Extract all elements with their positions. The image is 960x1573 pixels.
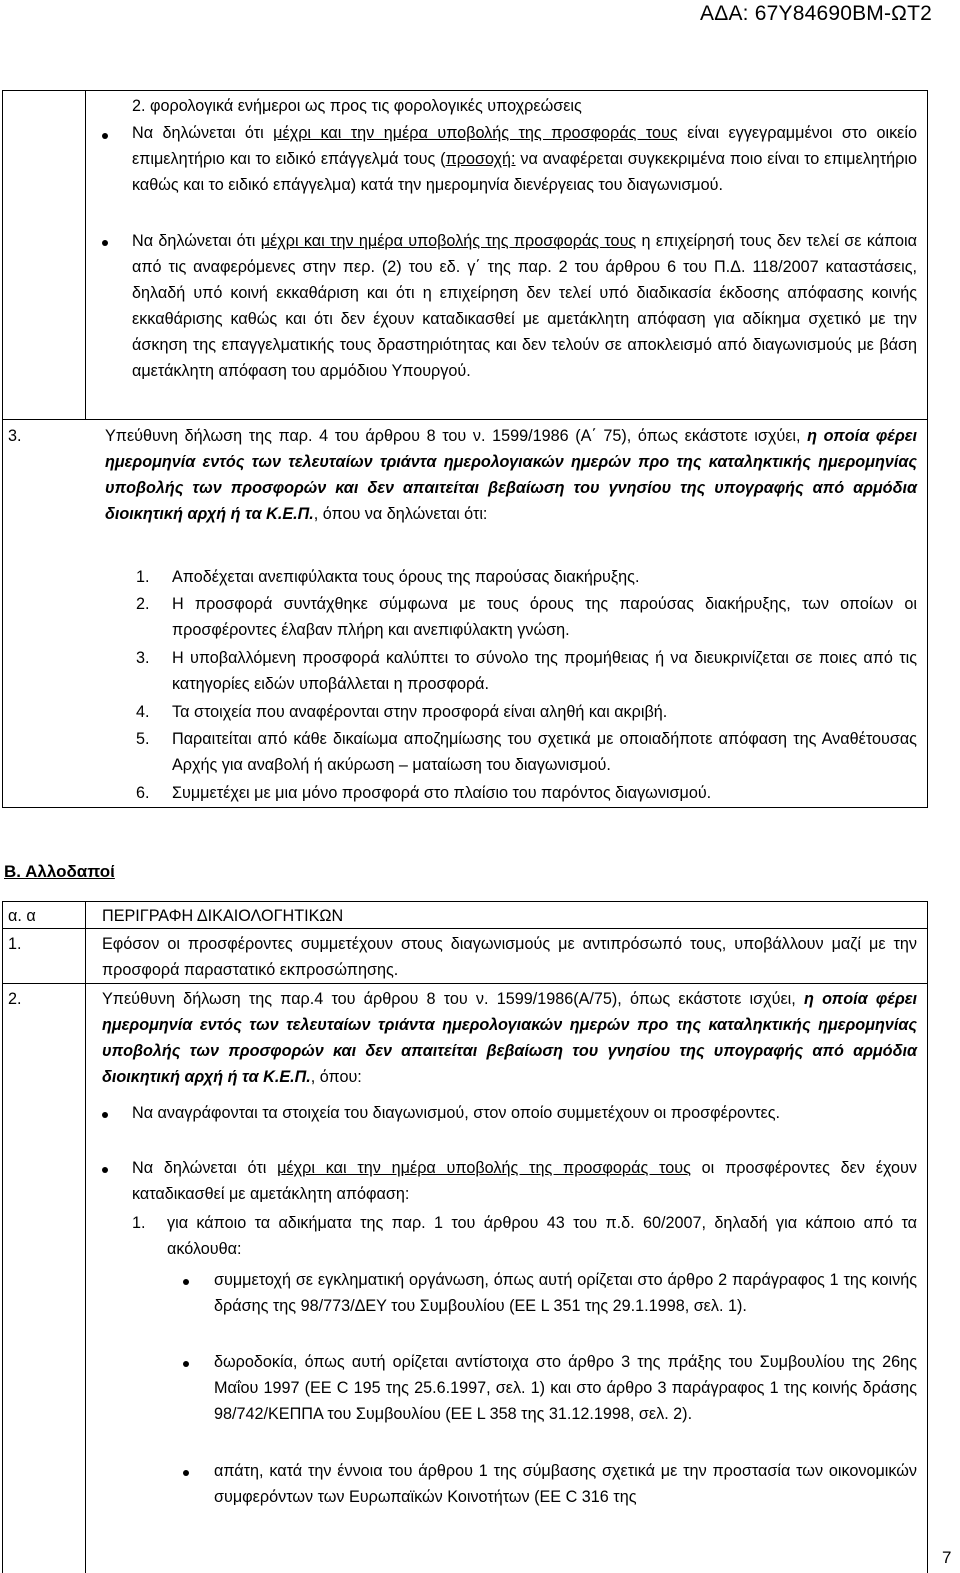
sub-item-offences: για κάποιο τα αδικήματα της παρ. 1 του άρθρου 43 του π.δ. 60/2007, δηλαδή για κάποιο από τα ακόλουθα: (167, 1214, 917, 1258)
bottom-table-col-divider (85, 901, 86, 1573)
bullet-no-conviction: Να δηλώνεται ότι μέχρι και την ημέρα υποβολής της προσφοράς τους οι προσφέροντες δεν έχουν καταδικασθεί με αμετάκλητη απόφαση: (132, 1159, 917, 1203)
row-1-number: 1. (8, 935, 22, 953)
bullet-icon (102, 133, 108, 139)
top-table-row-divider (2, 419, 928, 420)
bullet-icon (102, 1167, 108, 1173)
bottom-table-border-left (2, 901, 3, 1573)
list-item: Παραιτείται από κάθε δικαίωμα αποζημίωσης του σχετικά με οποιαδήποτε απόφαση της Αναθέτουσας Αρχής για αναβολή ή ακύρωση – ματαίωση του διαγωνισμού. (172, 730, 917, 774)
list-item: Η υποβαλλόμενη προσφορά καλύπτει το σύνολο της προμήθειας ή να διευκρινίζεται σε ποιες από τις κατηγορίες ειδών υποβάλλεται η προσφορά. (172, 649, 917, 693)
top-table-border-right (927, 90, 928, 808)
row-2-declaration: Υπεύθυνη δήλωση της παρ.4 του άρθρου 8 του ν. 1599/1986(Α/75), όπως εκάστοτε ισχύει, η οποία φέρει ημερομηνία εντός των τελευταίων τριάντα ημερολογιακών ημερών προ της καταληκτικής ημερομηνίας υποβολής των προσφορών και δεν απαιτείται βεβαίωση του γνησίου της υπογραφής από αρμόδια διοικητική αρχή ή τα Κ.Ε.Π., όπου: (102, 990, 917, 1086)
list-number: 1. (136, 568, 150, 586)
row-1-representation: Εφόσον οι προσφέροντες συμμετέχουν στους διαγωνισμούς με αντιπρόσωπό τους, υποβάλλουν μαζί με την προσφορά παραστατικό εκπροσώπησης. (102, 935, 917, 979)
list-number: 6. (136, 784, 150, 802)
bullet-icon (183, 1470, 189, 1476)
sub-bullet-criminal-organisation: συμμετοχή σε εγκληματική οργάνωση, όπως αυτή ορίζεται στο άρθρο 2 παράγραφος 1 της κοινής δράσης της 98/773/ΔΕΥ του Συμβουλίου (ΕΕ L 351 της 29.1.1998, σελ. 1). (214, 1271, 917, 1315)
list-item: Τα στοιχεία που αναφέρονται στην προσφορά είναι αληθή και ακριβή. (172, 703, 668, 721)
bottom-table-border-top (2, 901, 928, 902)
list-item: Αποδέχεται ανεπιφύλακτα τους όρους της παρούσας διακήρυξης. (172, 568, 640, 586)
bullet-chamber-registration: Να δηλώνεται ότι μέχρι και την ημέρα υποβολής της προσφοράς τους είναι εγγεγραμμένοι στο οικείο επιμελητήριο και το ειδικό επάγγελμά τους (προσοχή: να αναφέρεται συγκεκριμένα ποιο είναι το επιμελητήριο καθώς και το ειδικό επάγγελμα) κατά την ημερομηνία διενέργειας του διαγωνισμού. (132, 124, 917, 194)
list-item: Η προσφορά συντάχθηκε σύμφωνα με τους όρους της παρούσας διακήρυξης, των οποίων οι προσφέροντες έλαβαν πλήρη και ανεπιφύλακτη γνώση. (172, 595, 917, 639)
top-table-col-divider (85, 90, 86, 419)
bullet-liquidation: Να δηλώνεται ότι μέχρι και την ημέρα υποβολής της προσφοράς τους η επιχείρησή τους δεν τελεί σε κάποια από τις αναφερόμενες στην περ. (2) του εδ. γ΄ της παρ. 2 του άρθρου 6 του Π.Δ. 118/2007 καταστάσεις, δηλαδή υπό κοινή εκκαθάριση και ότι η επιχείρηση δεν τελεί υπό διαδικασία έκδοσης απόφασης κοινής εκκαθάρισης καθώς και ότι δεν έχουν καταδικασθεί με αμετάκλητη απόφαση για αδίκημα σχετικό με την άσκηση της επαγγελματικής τους δραστηριότητας και δεν τελούν σε αποκλεισμό από διαγωνισμούς με βάση αμετάκλητη απόφαση του αρμόδιου Υπουργού. (132, 232, 917, 380)
top-table-border-bottom (2, 807, 928, 808)
ada-code: ΑΔΑ: 67Υ84690ΒΜ-ΩΤ2 (700, 2, 932, 25)
bullet-icon (183, 1279, 189, 1285)
list-number: 5. (136, 730, 150, 748)
bottom-table-border-right (927, 901, 928, 1573)
row-3-declaration: Υπεύθυνη δήλωση της παρ. 4 του άρθρου 8 του ν. 1599/1986 (Α΄ 75), όπως εκάστοτε ισχύει, η οποία φέρει ημερομηνία εντός των τελευταίων τριάντα ημερολογιακών ημερών προ της καταληκτικής ημερομηνίας υποβολής των προσφορών και δεν απαιτείται βεβαίωση του γνησίου της υπογραφής από αρμόδια διοικητική αρχή ή τα Κ.Ε.Π., όπου να δηλώνεται ότι: (105, 427, 918, 523)
sub-bullet-fraud: απάτη, κατά την έννοια του άρθρου 1 της σύμβασης σχετικά με την προστασία των οικονομικών συμφερόντων των Ευρωπαϊκών Κοινοτήτων (ΕΕ C 316 της (214, 1462, 917, 1506)
column-header-description: ΠΕΡΙΓΡΑΦΗ ΔΙΚΑΙΟΛΟΓΗΤΙΚΩΝ (102, 907, 344, 925)
bullet-icon (102, 1112, 108, 1118)
list-number: 3. (136, 649, 150, 667)
page-number: 7 (942, 1548, 952, 1567)
row-2-number: 2. (8, 990, 22, 1008)
top-table-border-top (2, 90, 928, 91)
list-number: 4. (136, 703, 150, 721)
sub-list-number: 1. (132, 1214, 146, 1232)
row-3-number: 3. (8, 427, 22, 445)
sub-bullet-bribery: δωροδοκία, όπως αυτή ορίζεται αντίστοιχα στο άρθρο 3 της πράξης του Συμβουλίου της 26ης Μαΐου 1997 (ΕΕ C 195 της 25.6.1997, σελ. 1) και στο άρθρο 3 παράγραφος 1 της κοινής δράσης 98/742/ΚΕΠΠΑ του Συμβουλίου (ΕΕ L 358 της 31.12.1998, σελ. 2). (214, 1353, 917, 1423)
list-number: 2. (136, 595, 150, 613)
list-item: Συμμετέχει με μια μόνο προσφορά στο πλαίσιο του παρόντος διαγωνισμού. (172, 784, 712, 802)
top-table-border-left (2, 90, 3, 808)
section-b-title: Β. Αλλοδαποί (4, 862, 115, 881)
bullet-icon (102, 240, 108, 246)
bullet-icon (183, 1361, 189, 1367)
item-2-tax: 2. φορολογικά ενήμεροι ως προς τις φορολογικές υποχρεώσεις (132, 97, 582, 115)
bottom-table-row-divider (2, 983, 928, 984)
bullet-tender-details: Να αναγράφονται τα στοιχεία του διαγωνισμού, στον οποίο συμμετέχουν οι προσφέροντες. (132, 1104, 781, 1122)
column-header-number: α. α (8, 907, 36, 925)
